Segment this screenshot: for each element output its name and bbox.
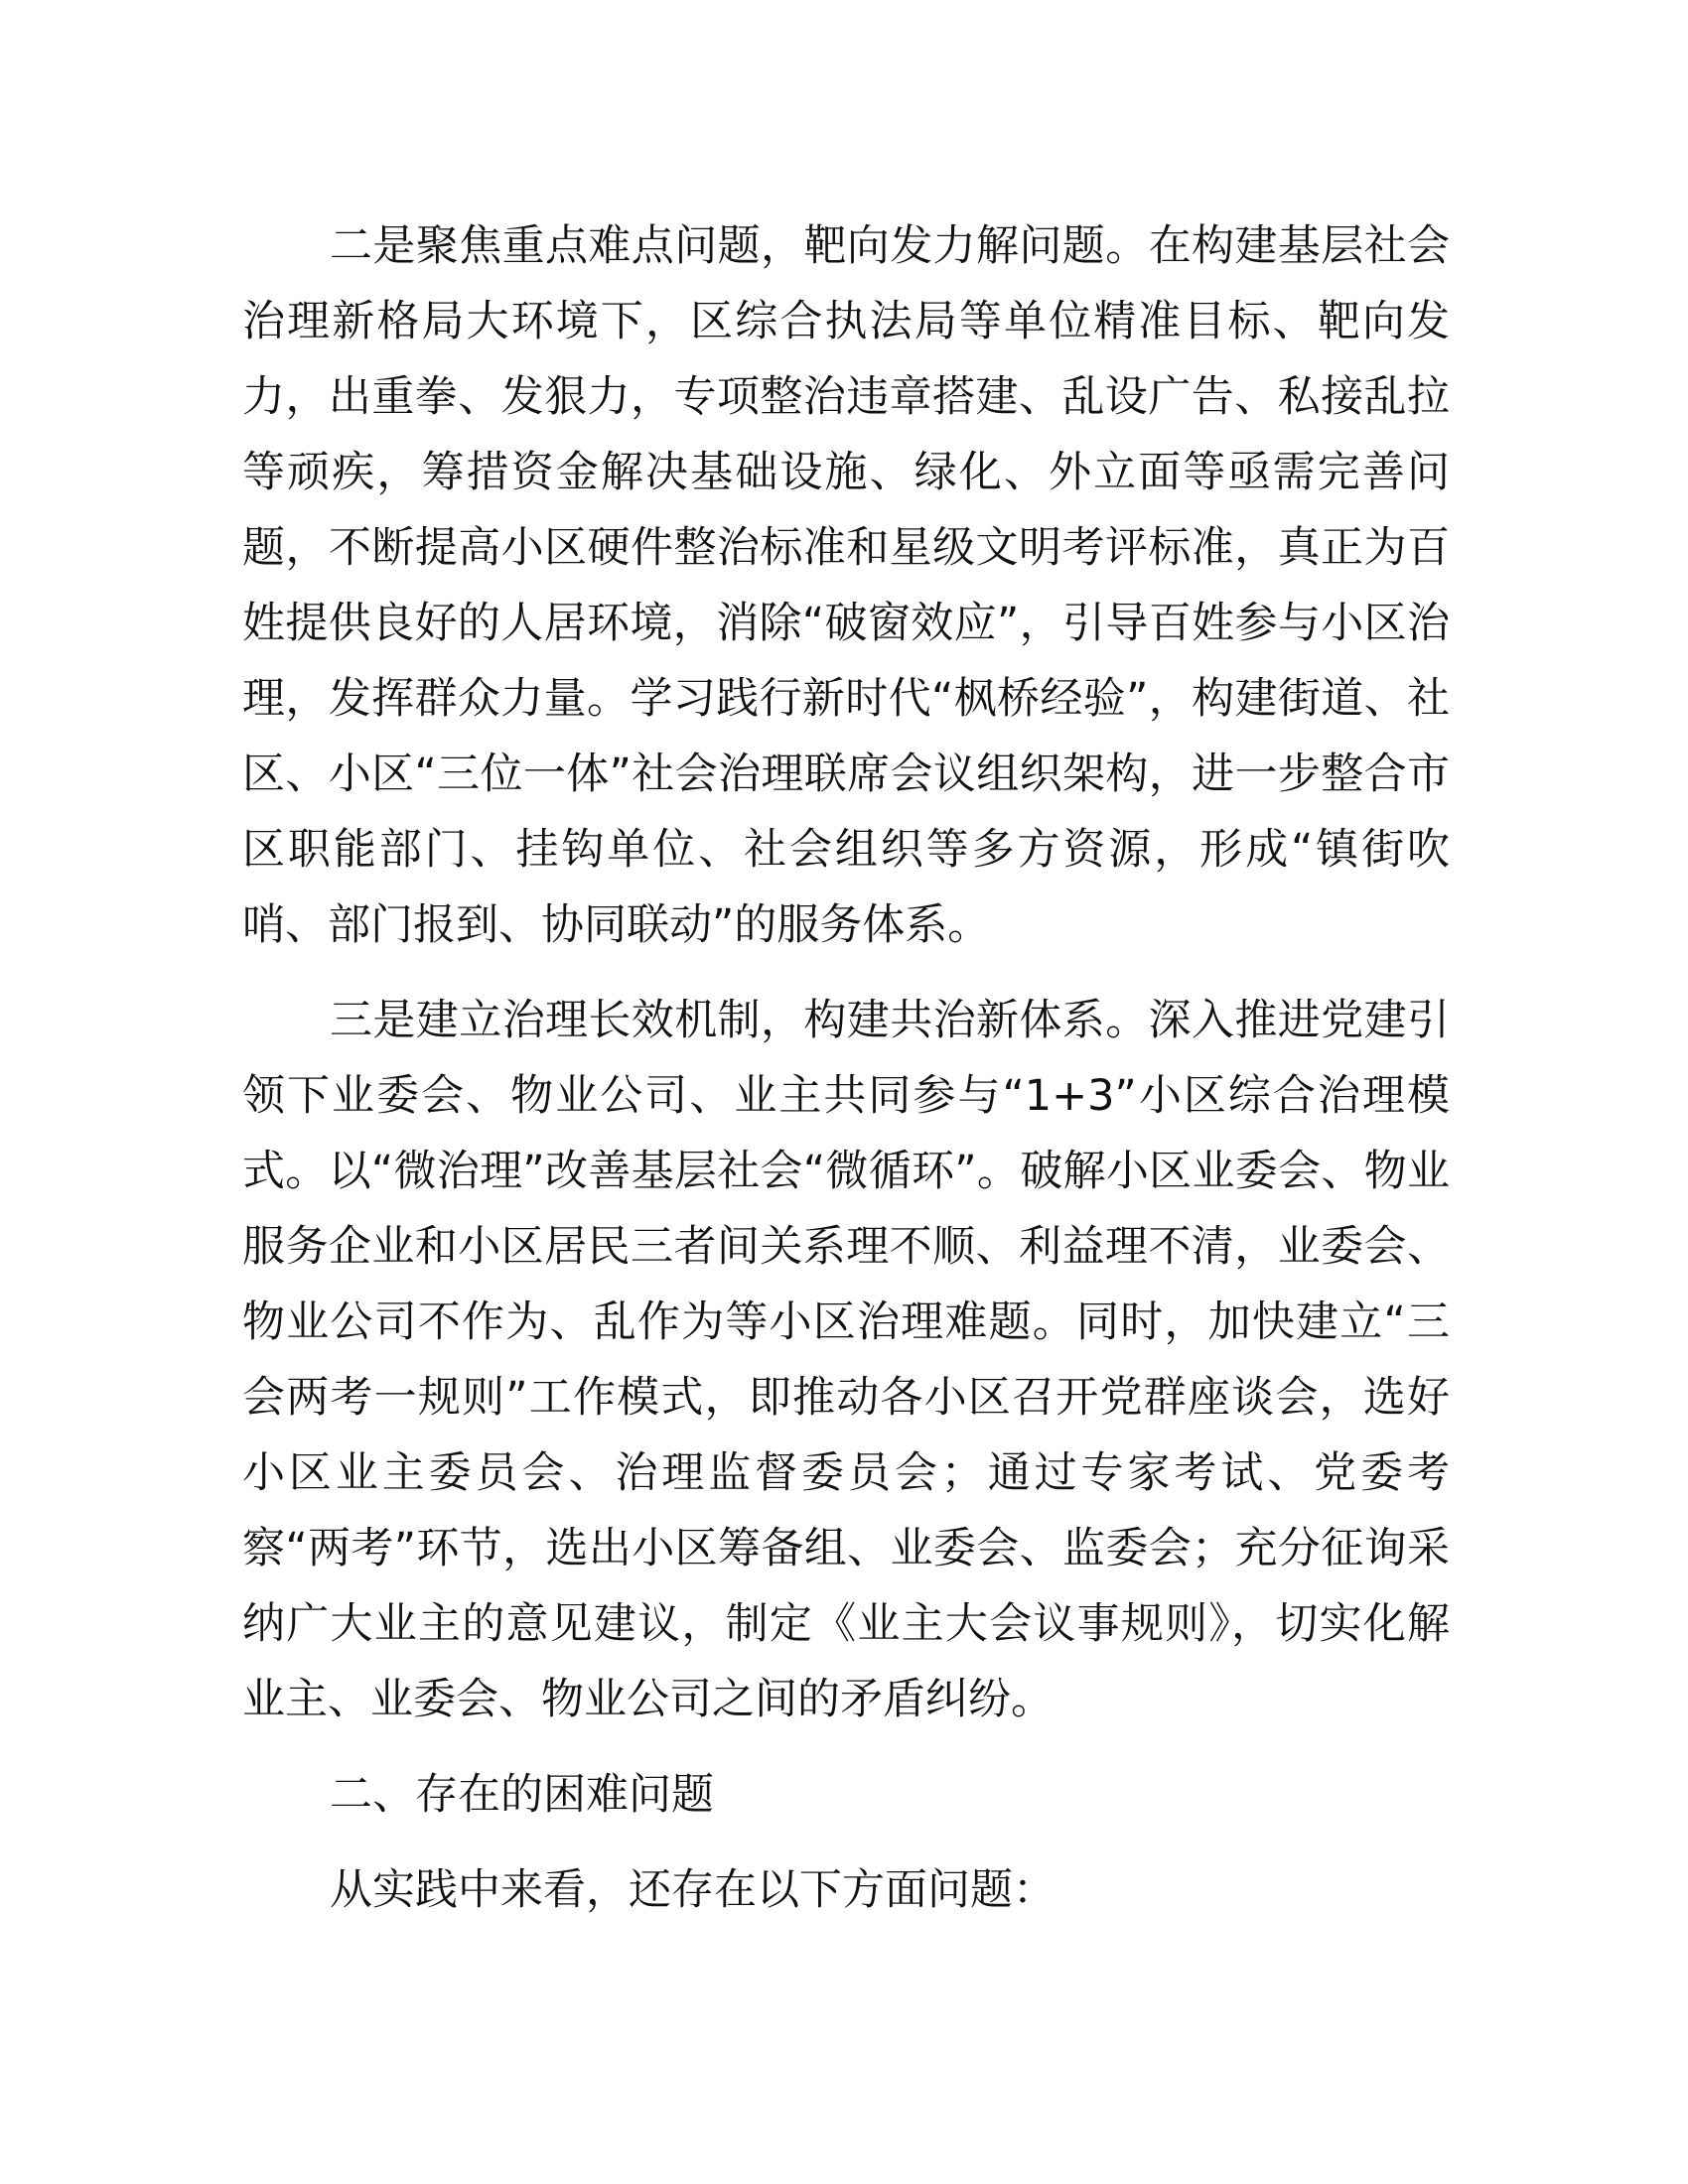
section-heading-difficulties: 二、存在的困难问题	[330, 1770, 714, 1820]
paragraph-long-term-mechanism: 三是建立治理长效机制，构建共治新体系。深入推进党建引领下业委会、物业公司、业主共同参与“1+3”小区综合治理模式。以“微治理”改善基层社会“微循环”。破解小区业委会、物业服务企业和小区居民三者间关系理不顺、利益理不清，业委会、物业公司不作为、乱作为等小区治理难题。同时，加快建立“三会两考一规则”工作模式，即推动各小区召开党群座谈会，选好小区业主委员会、治理监督委员会；通过专家考试、党委考察“两考”环节，选出小区筹备组、业委会、监委会；充分征询采纳广大业主的意见建议，制定《业主大会议事规则》，切实化解业主、业委会、物业公司之间的矛盾纠纷。	[242, 996, 1450, 1724]
paragraph-focus-key-issues: 二是聚焦重点难点问题，靶向发力解问题。在构建基层社会治理新格局大环境下，区综合执法局等单位精准目标、靶向发力，出重拳、发狠力，专项整治违章搭建、乱设广告、私接乱拉等顽疾，筹措资金解决基础设施、绿化、外立面等亟需完善问题，不断提高小区硬件整治标准和星级文明考评标准，真正为百姓提供良好的人居环境，消除“破窗效应”，引导百姓参与小区治理，发挥群众力量。学习践行新时代“枫桥经验”，构建街道、社区、小区“三位一体”社会治理联席会议组织架构，进一步整合市区职能部门、挂钩单位、社会组织等多方资源，形成“镇街吹哨、部门报到、协同联动”的服务体系。	[242, 221, 1450, 950]
intro-line: 从实践中来看，还存在以下方面问题：	[330, 1865, 1055, 1915]
document-body	[242, 208, 1450, 1948]
